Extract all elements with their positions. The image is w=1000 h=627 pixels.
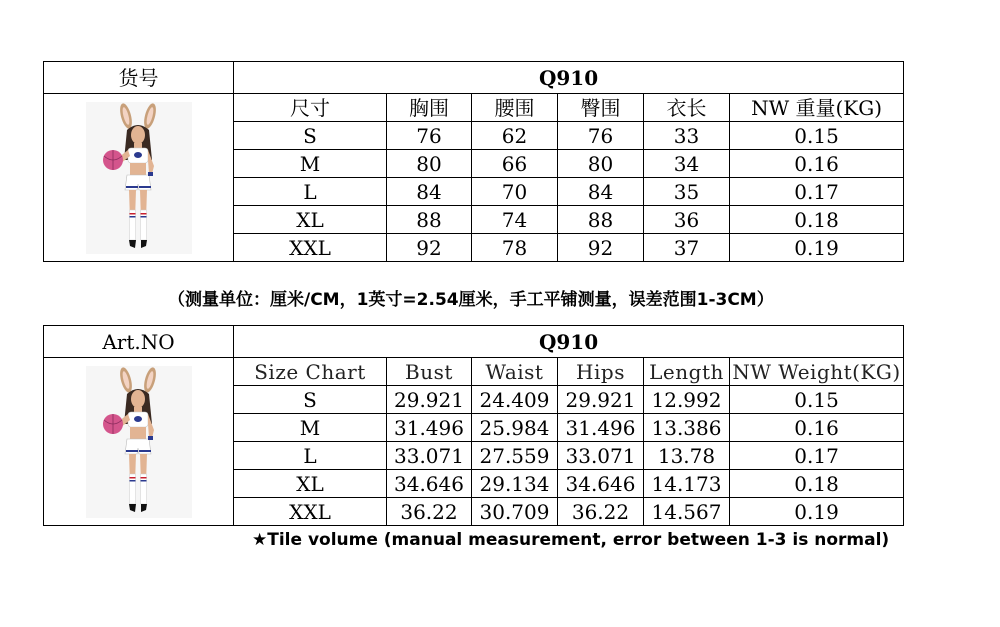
waist-cell: 25.984 bbox=[472, 414, 558, 442]
hips-cell: 88 bbox=[558, 206, 644, 234]
measurement-note-en: ★Tile volume (manual measurement, error between 1-3 is normal) bbox=[252, 530, 890, 550]
length-cell: 12.992 bbox=[644, 386, 730, 414]
size-cell: L bbox=[234, 442, 387, 470]
bust-cell: 29.921 bbox=[387, 386, 472, 414]
waist-cell: 70 bbox=[472, 178, 558, 206]
bust-cell: 84 bbox=[387, 178, 472, 206]
hips-cell: 34.646 bbox=[558, 470, 644, 498]
size-cell: S bbox=[234, 122, 387, 150]
size-table-cn bbox=[43, 61, 904, 262]
bust-cell: 76 bbox=[387, 122, 472, 150]
size-cell: XL bbox=[234, 206, 387, 234]
hips-cell: 31.496 bbox=[558, 414, 644, 442]
header-bust: 胸围 bbox=[387, 94, 472, 122]
waist-cell: 62 bbox=[472, 122, 558, 150]
length-cell: 37 bbox=[644, 234, 730, 262]
hips-cell: 92 bbox=[558, 234, 644, 262]
bust-cell: 31.496 bbox=[387, 414, 472, 442]
length-cell: 13.78 bbox=[644, 442, 730, 470]
sku-label: 货号 bbox=[44, 62, 234, 94]
waist-cell: 78 bbox=[472, 234, 558, 262]
header-weight: NW Weight(KG) bbox=[730, 358, 904, 386]
weight-cell: 0.16 bbox=[730, 150, 904, 178]
header-waist: Waist bbox=[472, 358, 558, 386]
hips-cell: 36.22 bbox=[558, 498, 644, 526]
sku-value: Q910 bbox=[234, 62, 904, 94]
header-bust: Bust bbox=[387, 358, 472, 386]
length-cell: 33 bbox=[644, 122, 730, 150]
product-photo-cell bbox=[44, 358, 234, 526]
weight-cell: 0.15 bbox=[730, 122, 904, 150]
sku-value: Q910 bbox=[234, 326, 904, 358]
hips-cell: 76 bbox=[558, 122, 644, 150]
product-photo-cell bbox=[44, 94, 234, 262]
size-cell: XXL bbox=[234, 234, 387, 262]
weight-cell: 0.19 bbox=[730, 234, 904, 262]
header-waist: 腰围 bbox=[472, 94, 558, 122]
header-length: 衣长 bbox=[644, 94, 730, 122]
hips-cell: 84 bbox=[558, 178, 644, 206]
length-cell: 36 bbox=[644, 206, 730, 234]
header-size: 尺寸 bbox=[234, 94, 387, 122]
header-size: Size Chart bbox=[234, 358, 387, 386]
size-cell: M bbox=[234, 150, 387, 178]
size-cell: L bbox=[234, 178, 387, 206]
weight-cell: 0.18 bbox=[730, 470, 904, 498]
waist-cell: 24.409 bbox=[472, 386, 558, 414]
weight-cell: 0.17 bbox=[730, 442, 904, 470]
size-cell: M bbox=[234, 414, 387, 442]
weight-cell: 0.17 bbox=[730, 178, 904, 206]
waist-cell: 30.709 bbox=[472, 498, 558, 526]
size-cell: XL bbox=[234, 470, 387, 498]
waist-cell: 66 bbox=[472, 150, 558, 178]
weight-cell: 0.15 bbox=[730, 386, 904, 414]
bust-cell: 80 bbox=[387, 150, 472, 178]
length-cell: 34 bbox=[644, 150, 730, 178]
waist-cell: 74 bbox=[472, 206, 558, 234]
length-cell: 14.173 bbox=[644, 470, 730, 498]
bust-cell: 92 bbox=[387, 234, 472, 262]
sku-label: Art.NO bbox=[44, 326, 234, 358]
size-cell: XXL bbox=[234, 498, 387, 526]
weight-cell: 0.16 bbox=[730, 414, 904, 442]
product-photo bbox=[86, 102, 192, 254]
header-length: Length bbox=[644, 358, 730, 386]
bust-cell: 88 bbox=[387, 206, 472, 234]
waist-cell: 27.559 bbox=[472, 442, 558, 470]
waist-cell: 29.134 bbox=[472, 470, 558, 498]
hips-cell: 80 bbox=[558, 150, 644, 178]
bust-cell: 33.071 bbox=[387, 442, 472, 470]
header-hips: Hips bbox=[558, 358, 644, 386]
length-cell: 35 bbox=[644, 178, 730, 206]
weight-cell: 0.19 bbox=[730, 498, 904, 526]
product-photo bbox=[86, 366, 192, 518]
weight-cell: 0.18 bbox=[730, 206, 904, 234]
measurement-note-cn: （测量单位：厘米/CM，1英寸=2.54厘米，手工平铺测量，误差范围1-3CM） bbox=[168, 290, 774, 310]
header-hips: 臀围 bbox=[558, 94, 644, 122]
length-cell: 13.386 bbox=[644, 414, 730, 442]
hips-cell: 29.921 bbox=[558, 386, 644, 414]
bust-cell: 36.22 bbox=[387, 498, 472, 526]
size-cell: S bbox=[234, 386, 387, 414]
size-table-en bbox=[43, 325, 904, 526]
header-weight: NW 重量(KG) bbox=[730, 94, 904, 122]
bust-cell: 34.646 bbox=[387, 470, 472, 498]
length-cell: 14.567 bbox=[644, 498, 730, 526]
hips-cell: 33.071 bbox=[558, 442, 644, 470]
